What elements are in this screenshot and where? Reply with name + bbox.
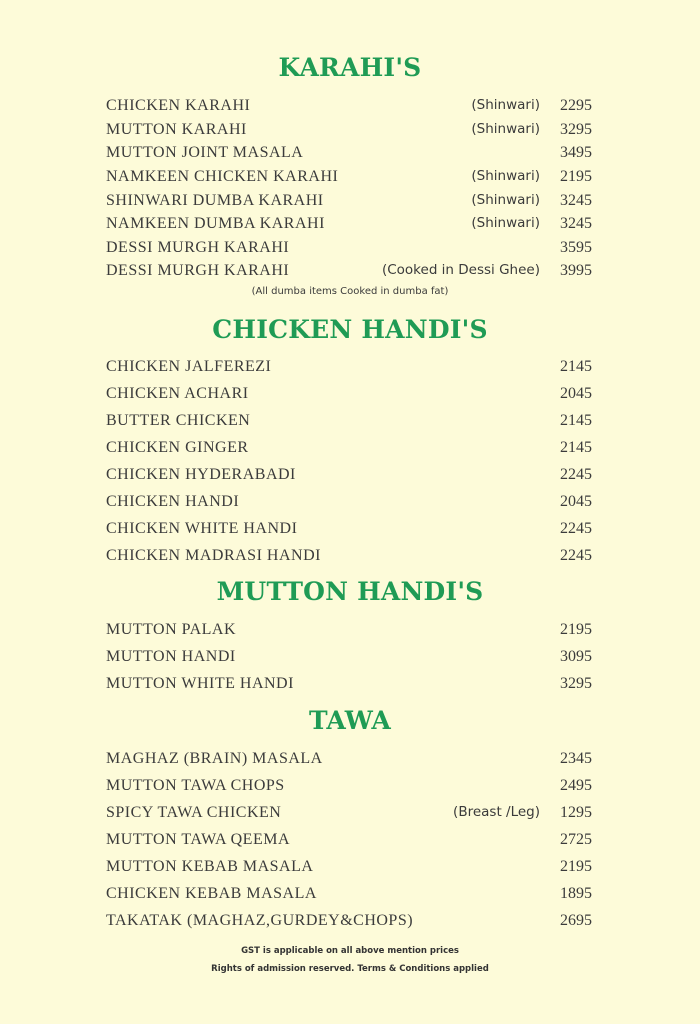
item-price: 3595 [560, 239, 592, 256]
menu-item [0, 358, 700, 380]
section-title-mutton-handi: MUTTON HANDI'S [216, 577, 484, 606]
item-name: CHICKEN JALFEREZI [106, 358, 272, 375]
item-price: 2045 [560, 385, 592, 402]
item-note: (Breast /Leg) [453, 804, 540, 820]
menu-item [0, 520, 700, 542]
item-name: CHICKEN HANDI [106, 493, 240, 510]
item-price: 2725 [560, 831, 592, 848]
item-price: 3295 [560, 675, 592, 692]
item-price: 2145 [560, 358, 592, 375]
menu-item [0, 121, 700, 143]
menu-item [0, 97, 700, 119]
item-name: MAGHAZ (BRAIN) MASALA [106, 750, 323, 767]
item-name: MUTTON KEBAB MASALA [106, 858, 314, 875]
item-price: 2295 [560, 97, 592, 114]
item-name: DESSI MURGH KARAHI [106, 262, 290, 279]
item-name: MUTTON WHITE HANDI [106, 675, 294, 692]
item-price: 3995 [560, 262, 592, 279]
item-price: 2195 [560, 858, 592, 875]
menu-item [0, 493, 700, 515]
item-name: SPICY TAWA CHICKEN [106, 804, 282, 821]
menu-item [0, 750, 700, 772]
item-name: SHINWARI DUMBA KARAHI [106, 192, 324, 209]
menu-item [0, 466, 700, 488]
item-name: MUTTON JOINT MASALA [106, 144, 304, 161]
item-name: CHICKEN GINGER [106, 439, 249, 456]
item-name: MUTTON TAWA CHOPS [106, 777, 285, 794]
section-title-chicken-handi: CHICKEN HANDI'S [212, 315, 488, 344]
item-name: CHICKEN WHITE HANDI [106, 520, 298, 537]
menu-item [0, 675, 700, 697]
menu-item [0, 648, 700, 670]
item-price: 2345 [560, 750, 592, 767]
item-name: CHICKEN KEBAB MASALA [106, 885, 317, 902]
item-price: 3245 [560, 192, 592, 209]
section-title-tawa: TAWA [308, 706, 392, 735]
item-price: 2195 [560, 621, 592, 638]
menu-item [0, 621, 700, 643]
item-price: 2045 [560, 493, 592, 510]
item-price: 2245 [560, 520, 592, 537]
menu-item [0, 777, 700, 799]
item-note: (Shinwari) [471, 121, 540, 137]
menu-item [0, 239, 700, 261]
item-price: 2145 [560, 412, 592, 429]
item-name: BUTTER CHICKEN [106, 412, 251, 429]
item-price: 2145 [560, 439, 592, 456]
item-name: CHICKEN ACHARI [106, 385, 249, 402]
menu-item [0, 858, 700, 880]
menu-item [0, 885, 700, 907]
item-name: CHICKEN KARAHI [106, 97, 251, 114]
menu-item [0, 385, 700, 407]
menu-item [0, 144, 700, 166]
item-name: DESSI MURGH KARAHI [106, 239, 290, 256]
item-name: MUTTON TAWA QEEMA [106, 831, 291, 848]
menu-item [0, 804, 700, 826]
item-price: 1295 [560, 804, 592, 821]
item-note: (Shinwari) [471, 215, 540, 231]
menu-item [0, 439, 700, 461]
item-name: MUTTON PALAK [106, 621, 237, 638]
menu-item [0, 412, 700, 434]
item-price: 3495 [560, 144, 592, 161]
item-name: NAMKEEN CHICKEN KARAHI [106, 168, 339, 185]
item-name: MUTTON KARAHI [106, 121, 247, 138]
item-name: TAKATAK (MAGHAZ,GURDEY&CHOPS) [106, 912, 414, 929]
item-price: 2245 [560, 547, 592, 564]
gst-notice: GST is applicable on all above mention prices [241, 946, 459, 956]
menu-item [0, 215, 700, 237]
item-price: 2695 [560, 912, 592, 929]
item-name: CHICKEN MADRASI HANDI [106, 547, 321, 564]
item-note: (Shinwari) [471, 168, 540, 184]
item-note: (Cooked in Dessi Ghee) [381, 262, 540, 278]
item-note: (Shinwari) [471, 97, 540, 113]
menu-item [0, 168, 700, 190]
item-note: (Shinwari) [471, 192, 540, 208]
item-price: 2195 [560, 168, 592, 185]
item-name: CHICKEN HYDERABADI [106, 466, 296, 483]
section-title-karahi: KARAHI'S [278, 53, 422, 82]
menu-item [0, 547, 700, 569]
item-price: 3295 [560, 121, 592, 138]
item-name: NAMKEEN DUMBA KARAHI [106, 215, 325, 232]
menu-item [0, 192, 700, 214]
item-price: 3245 [560, 215, 592, 232]
item-price: 2495 [560, 777, 592, 794]
item-name: MUTTON HANDI [106, 648, 236, 665]
item-price: 2245 [560, 466, 592, 483]
menu-item [0, 831, 700, 853]
menu-item [0, 262, 700, 284]
dumba-footnote: (All dumba items Cooked in dumba fat) [251, 286, 449, 297]
item-price: 1895 [560, 885, 592, 902]
menu-item [0, 912, 700, 934]
rights-notice: Rights of admission reserved. Terms & Conditions applied [211, 964, 489, 974]
item-price: 3095 [560, 648, 592, 665]
